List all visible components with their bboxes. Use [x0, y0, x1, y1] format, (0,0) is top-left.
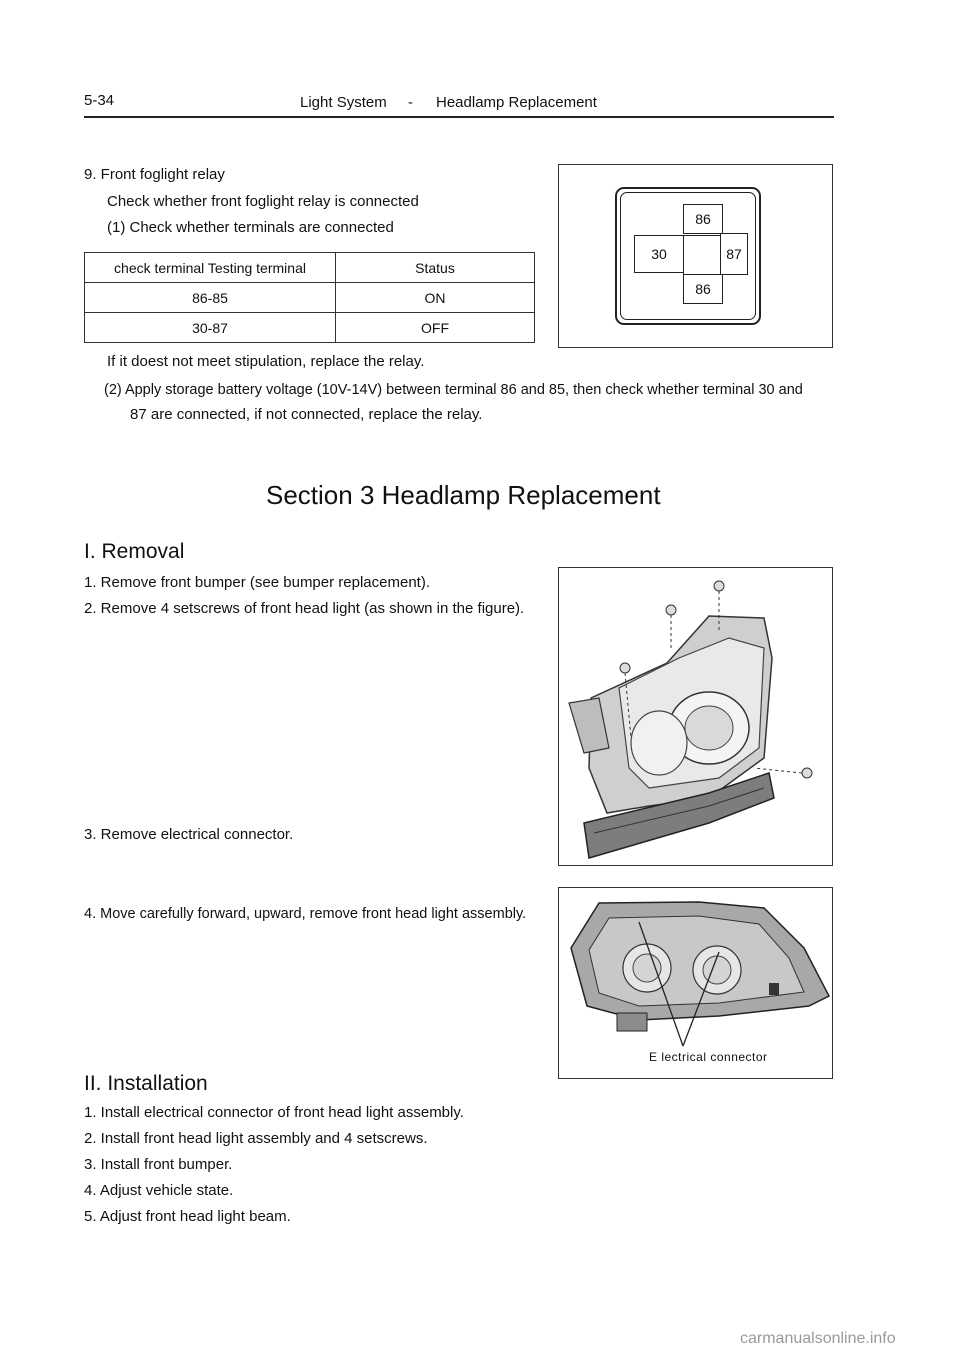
connector-label: E lectrical connector	[649, 1050, 768, 1064]
terminal-table	[84, 252, 535, 343]
table-row	[85, 283, 535, 313]
relay-step1: (1) Check whether terminals are connected	[107, 219, 394, 236]
table-cell: 30-87	[85, 313, 336, 343]
headlamp-screws-figure	[558, 567, 833, 866]
header-separator: -	[408, 94, 413, 111]
terminal-30: 30	[634, 235, 684, 273]
relay-step2-line1: (2) Apply storage battery voltage (10V-14V) between terminal 86 and 85, then check whether terminal 30 and	[104, 382, 803, 398]
table-row	[85, 313, 535, 343]
table-cell: OFF	[336, 313, 535, 343]
table-cell: ON	[336, 283, 535, 313]
installation-step-1: 1. Install electrical connector of front head light assembly.	[84, 1104, 464, 1121]
installation-step-3: 3. Install front bumper.	[84, 1156, 233, 1173]
table-header-cell: check terminal Testing terminal	[85, 253, 336, 283]
installation-heading: II. Installation	[84, 1072, 208, 1095]
footer-watermark: carmanualsonline.info	[740, 1330, 896, 1347]
relay-title: 9. Front foglight relay	[84, 166, 225, 183]
relay-step2-line2: 87 are connected, if not connected, replace the relay.	[130, 406, 483, 423]
table-header-cell: Status	[336, 253, 535, 283]
table-cell: 86-85	[85, 283, 336, 313]
removal-heading: I. Removal	[84, 540, 185, 563]
relay-diagram	[558, 164, 833, 348]
header-rule	[84, 116, 834, 118]
installation-step-2: 2. Install front head light assembly and 4 setscrews.	[84, 1130, 428, 1147]
removal-step-2: 2. Remove 4 setscrews of front head light (as shown in the figure).	[84, 600, 525, 617]
relay-intro: Check whether front foglight relay is connected	[107, 193, 419, 210]
removal-step-3: 3. Remove electrical connector.	[84, 826, 294, 843]
connector-figure	[558, 887, 833, 1079]
installation-step-5: 5. Adjust front head light beam.	[84, 1208, 291, 1225]
chapter-title: Light System	[300, 94, 387, 111]
topic-title: Headlamp Replacement	[436, 94, 597, 111]
terminal-center	[683, 235, 723, 277]
relay-note: If it doest not meet stipulation, replace the relay.	[107, 353, 425, 370]
page-number: 5-34	[84, 92, 115, 109]
section-title: Section 3 Headlamp Replacement	[266, 480, 661, 510]
terminal-86-bottom: 86	[683, 274, 723, 304]
removal-step-4: 4. Move carefully forward, upward, remove front head light assembly.	[84, 906, 527, 922]
table-header-row	[85, 253, 535, 283]
terminal-87: 87	[720, 233, 748, 275]
removal-step-1: 1. Remove front bumper (see bumper replacement).	[84, 574, 430, 591]
headlamp-illustration	[559, 568, 832, 865]
terminal-86-top: 86	[683, 204, 723, 234]
installation-step-4: 4. Adjust vehicle state.	[84, 1182, 234, 1199]
